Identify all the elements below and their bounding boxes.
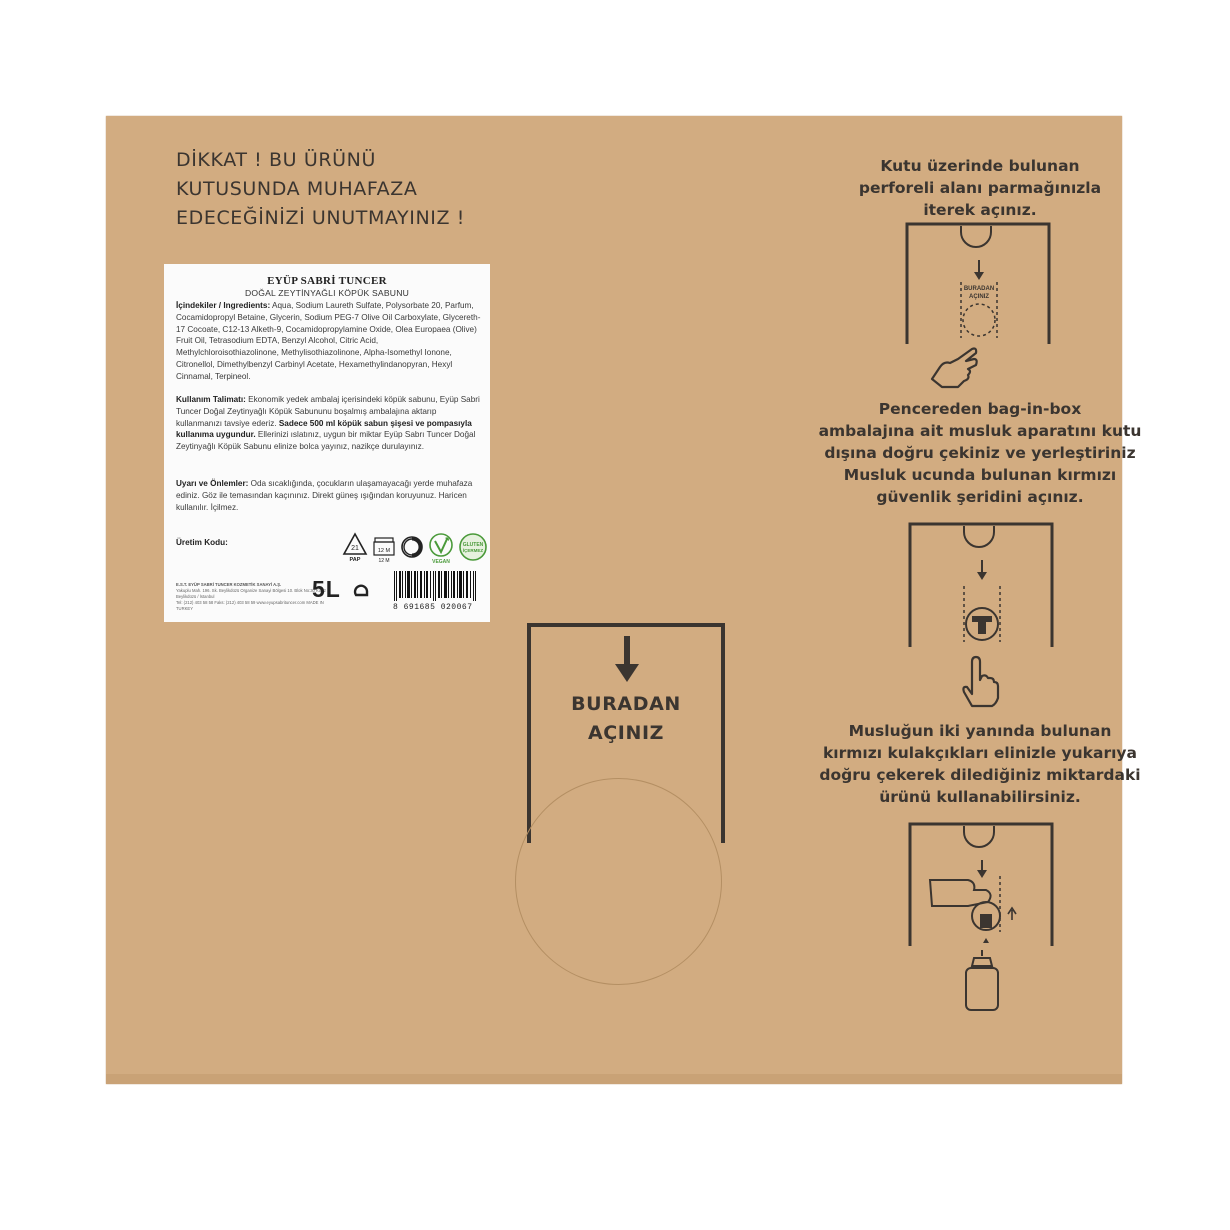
usage-text-2: Ellerinizi ıslatınız, uygun bir miktar Eyüp Sabrı Tuncer Doğal Zeytinyağlı Köpük Sabunu elinize bolca yayınız, nazikçe durulayınız. (176, 430, 476, 452)
recycle-material: PAP (349, 557, 361, 562)
step-line: Musluğun iki yanında bulunan (848, 722, 1112, 740)
step-1-instructions (820, 155, 1140, 221)
brand-name: EYÜP SABRİ TUNCER (267, 275, 387, 287)
step-line: dışına doğru çekiniz ve yerleştiriniz (824, 444, 1136, 462)
open-here-line: AÇINIZ (587, 722, 665, 744)
step-1-box-diagram (905, 222, 1051, 344)
svg-text:İÇERMEZ: İÇERMEZ (462, 548, 484, 553)
step-line: güvenlik şeridini açınız. (876, 488, 1084, 506)
pointing-hand-icon (928, 345, 984, 391)
warnings-text: Oda sıcaklığında, çocukların ulaşamayacağı yerde muhafaza ediniz. Göz ile temasından kaçınınız. Direkt güneş ışığından koruyunuz. Haricen kullanılır. İçilmez. (176, 479, 473, 512)
usage-paragraph (176, 394, 482, 453)
warning-line: KUTUSUNDA MUHAFAZA (176, 178, 418, 200)
warning-line: EDECEĞİNİZİ UNUTMAYINIZ ! (176, 207, 465, 229)
step-line: Pencereden bag-in-box (878, 400, 1082, 418)
step-line: Musluk ucunda bulunan kırmızı (843, 466, 1117, 484)
soap-bottle-icon (960, 948, 1004, 1014)
pao-jar-icon (372, 534, 396, 564)
company-info (176, 582, 326, 612)
vegan-icon (428, 532, 454, 564)
usage-title: Kullanım Talimatı: (176, 395, 246, 404)
barcode-icon (393, 571, 478, 601)
perforated-circle (515, 778, 722, 985)
down-arrow-icon (614, 636, 640, 684)
hand-icon (958, 654, 1002, 710)
step-line: perforeli alanı parmağınızla (858, 179, 1102, 197)
pao-text: 12 M (378, 558, 390, 564)
barcode (393, 571, 478, 611)
recycle-icon (342, 532, 368, 562)
svg-text:GLUTEN: GLUTEN (462, 542, 484, 548)
company-address: Yakuplu Mah. 196. Sk. Beylikdüzü Organize Sanayi Bölgesi 10. Blok No:30 Kat:2 Beylikdüzü / İstanbul (176, 588, 326, 599)
ingredients-title: İçindekiler / Ingredients: (176, 301, 271, 310)
warnings-paragraph (176, 478, 482, 513)
step-line: Kutu üzerinde bulunan (880, 157, 1080, 175)
step-line: iterek açınız. (923, 201, 1037, 219)
open-here-label (533, 690, 719, 748)
open-here-line: BURADAN (571, 693, 681, 715)
usage-bold-text: Sadece 500 ml köpük sabun şişesi ve pompasıyla kullanıma uygundur. (176, 418, 472, 440)
warning-line: DİKKAT ! BU ÜRÜNÜ (176, 149, 376, 171)
ingredients-text: Aqua, Sodium Laureth Sulfate, Polysorbate 20, Parfum, Cocamidopropyl Betaine, Glycerin, Sodium PEG-7 Olive Oil Carboxylate, Glycereth-17 Cocoate, C12-13 Alketh-9, Cocamidopropylamine Oxide, Olea Europaea (Olive) Fruit Oil, Tetrasodium EDTA, Benzyl Alcohol, Citric Acid, Methylchloroisothiazolinone, Methylisothiazolinone, Alpha-Isomethyl Ionone, Citronellol, Dimethylbenzyl Carbinyl Acetate, Hexamethylindanopyran, Hexyl Cinnamal, Terpineol. (176, 301, 481, 381)
step-line: doğru çekerek dilediğiniz miktardaki (819, 766, 1141, 784)
step-2-box-diagram (908, 522, 1054, 647)
barcode-number: 8 691685 020067 (393, 603, 473, 612)
usage-text: Ekonomik yedek ambalaj içerisindeki köpük sabunu, Eyüp Sabri Tuncer Doğal Zeytinyağlı Köpük Sabununu boşalmış ambalajına aktarıp kullanmanızı tavsiye ederiz. (176, 395, 480, 428)
vegan-label: VEGAN (432, 559, 450, 564)
step-line: kırmızı kulakçıkları elinizle yukarıya (823, 744, 1137, 762)
svg-text:12 M: 12 M (377, 548, 391, 554)
storage-warning (176, 146, 536, 233)
step-2-instructions (810, 398, 1150, 508)
warnings-title: Uyarı ve Önlemler: (176, 479, 249, 488)
step-line: ambalajına ait musluk aparatını kutu (818, 422, 1142, 440)
diagram-label-line: BURADAN (963, 286, 995, 292)
product-label (164, 264, 490, 622)
step-line: ürünü kullanabilirsiniz. (879, 788, 1081, 806)
recycle-code: 21 (351, 545, 359, 552)
diagram-label-line: AÇINIZ (969, 294, 989, 300)
green-dot-icon (400, 535, 424, 559)
step-3-instructions (810, 720, 1150, 808)
certification-icons (338, 532, 488, 568)
company-contact: Tel: (212) 403 58 58 Faks: (212) 403 58 59 www.eyupsabrituncer.com MADE IN TURKEY (176, 600, 324, 611)
production-code-label: Üretim Kodu: (176, 538, 228, 547)
volume-label: 5L (312, 576, 341, 602)
ingredients-paragraph (176, 300, 482, 383)
company-name: E.S.T. EYÜP SABRİ TUNCER KOZMETİK SANAYİ A.Ş. (176, 582, 282, 587)
product-name: DOĞAL ZEYTİNYAĞLI KÖPÜK SABUNU (244, 288, 410, 298)
estimated-e-icon (352, 582, 370, 602)
gluten-free-icon (458, 532, 488, 562)
step-3-box-diagram (908, 822, 1054, 946)
